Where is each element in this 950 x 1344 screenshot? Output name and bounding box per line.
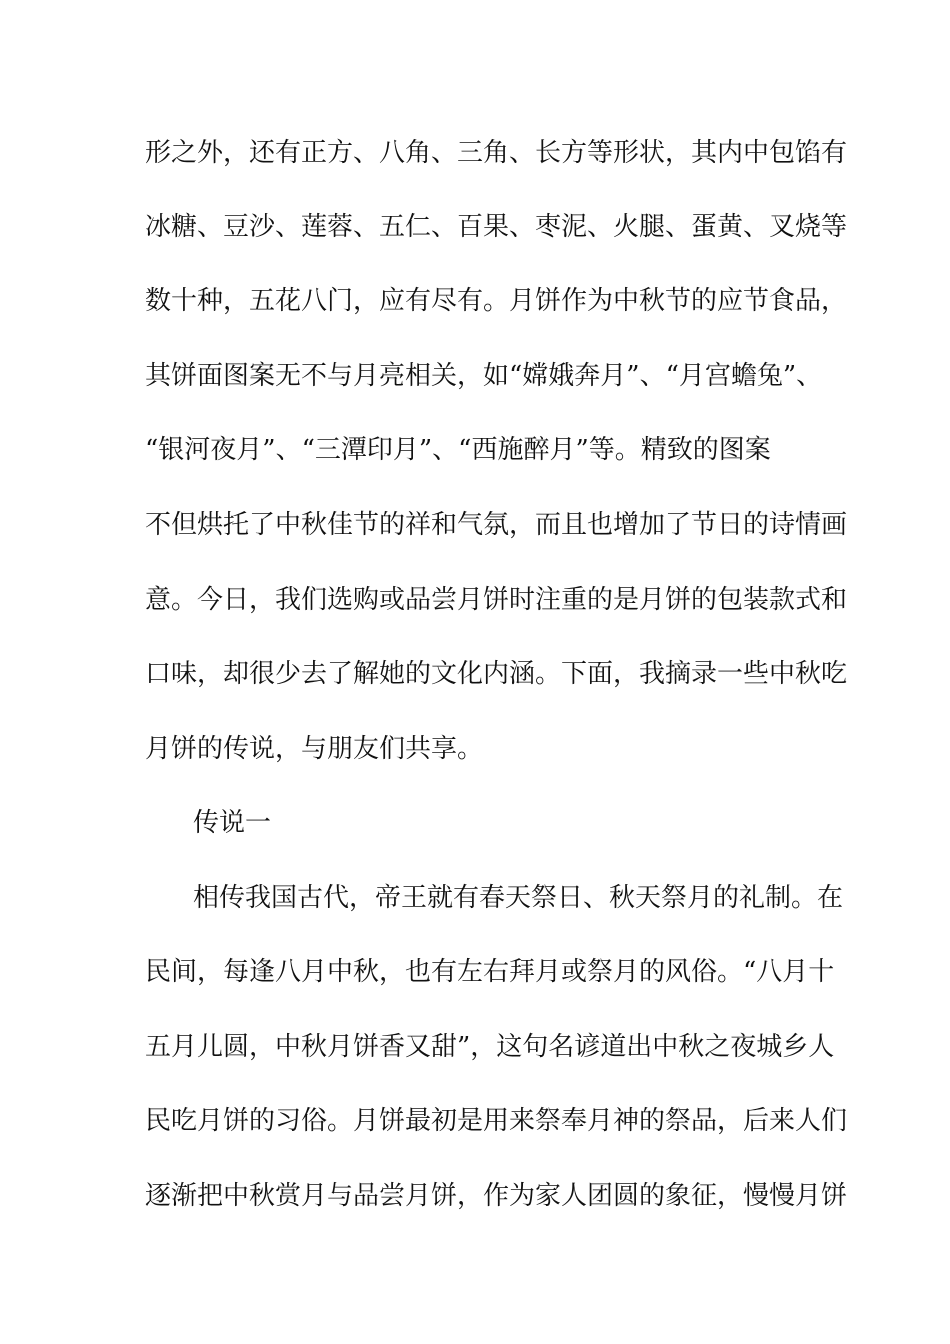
text-line-2: 冰糖、豆沙、莲蓉、五仁、百果、枣泥、火腿、蛋黄、叉烧等 (145, 212, 848, 242)
text-line-5: “银河夜月”、“三潭印月”、“西施醉月”等。精致的图案 (145, 435, 771, 465)
text-line-14: 民吃月饼的习俗。月饼最初是用来祭奉月神的祭品，后来人们 (145, 1106, 848, 1136)
section-heading: 传说一 (193, 808, 272, 838)
text-line-8: 口味，却很少去了解她的文化内涵。下面，我摘录一些中秋吃 (145, 659, 848, 689)
text-line-9: 月饼的传说，与朋友们共享。 (145, 734, 484, 764)
text-line-3: 数十种，五花八门，应有尽有。月饼作为中秋节的应节食品， (145, 286, 848, 316)
text-line-6: 不但烘托了中秋佳节的祥和气氛，而且也增加了节日的诗情画 (145, 510, 848, 540)
text-line-13: 五月儿圆，中秋月饼香又甜”，这句名谚道出中秋之夜城乡人 (145, 1032, 835, 1062)
text-line-1: 形之外，还有正方、八角、三角、长方等形状，其内中包馅有 (145, 138, 848, 168)
text-line-12: 民间，每逢八月中秋，也有左右拜月或祭月的风俗。“八月十 (145, 957, 835, 987)
text-line-7: 意。今日，我们选购或品尝月饼时注重的是月饼的包装款式和 (145, 585, 848, 615)
text-line-4: 其饼面图案无不与月亮相关，如“嫦娥奔月”、“月宫蟾兔”、 (145, 361, 823, 391)
text-line-15: 逐渐把中秋赏月与品尝月饼，作为家人团圆的象征，慢慢月饼 (145, 1181, 848, 1211)
text-line-11: 相传我国古代，帝王就有春天祭日、秋天祭月的礼制。在 (193, 883, 844, 913)
